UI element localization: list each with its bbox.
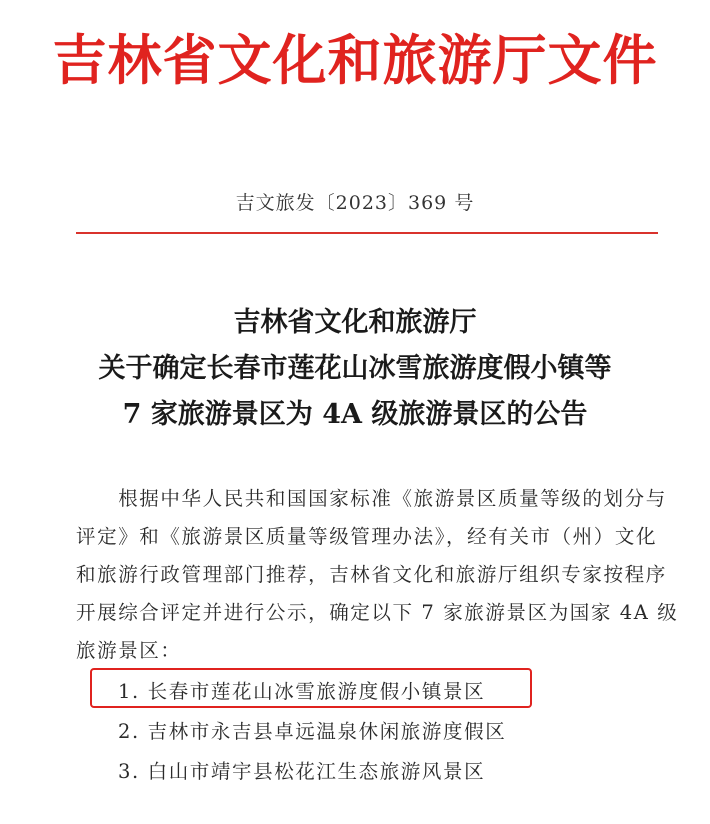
list-item: 1. 长春市莲花山冰雪旅游度假小镇景区 (118, 680, 486, 703)
title-line-2: 关于确定长春市莲花山冰雪旅游度假小镇等 (98, 353, 612, 384)
body-line: 和旅游行政管理部门推荐，吉林省文化和旅游厅组织专家按程序 (76, 563, 667, 586)
body-line: 旅游景区： (76, 639, 182, 662)
body-line: 开展综合评定并进行公示，确定以下 7 家旅游景区为国家 4A 级 (76, 601, 679, 624)
body-paragraph (76, 480, 679, 670)
body-line: 根据中华人民共和国国家标准《旅游景区质量等级的划分与 (76, 487, 667, 510)
body-line: 评定》和《旅游景区质量等级管理办法》，经有关市（州）文化 (76, 525, 658, 548)
title-line-3: 7 家旅游景区为 4A 级旅游景区的公告 (122, 399, 588, 430)
document-number: 吉文旅发〔2023〕369 号 (235, 192, 475, 214)
announcement-title (0, 300, 710, 438)
title-line-1: 吉林省文化和旅游厅 (233, 307, 477, 338)
list-item: 2. 吉林市永吉县卓远温泉休闲旅游度假区 (118, 720, 507, 743)
scenic-area-list (118, 672, 638, 792)
red-divider-line (76, 232, 658, 234)
document-header-title: 吉林省文化和旅游厅文件 (52, 29, 658, 92)
list-item: 3. 白山市靖宇县松花江生态旅游风景区 (118, 760, 486, 783)
